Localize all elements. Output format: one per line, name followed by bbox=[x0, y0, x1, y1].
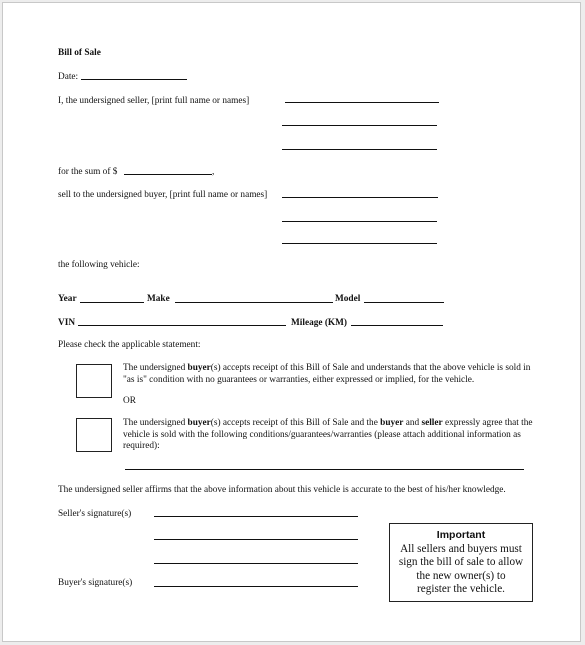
mileage-label: Mileage (KM) bbox=[291, 318, 348, 328]
important-line: sign the bill of sale to allow bbox=[398, 556, 524, 569]
document-title: Bill of Sale bbox=[58, 48, 101, 58]
important-line: All sellers and buyers must bbox=[400, 543, 522, 555]
vin-label: VIN bbox=[58, 318, 76, 328]
buyer-name-field-3[interactable] bbox=[282, 243, 437, 244]
affirmation-text: The undersigned seller affirms that the above information about this vehicle is accurate to the best of his/her knowledge. bbox=[58, 485, 506, 495]
buyer-name-label: sell to the undersigned buyer, [print full name or names] bbox=[58, 190, 268, 200]
vehicle-label: the following vehicle: bbox=[58, 260, 140, 270]
year-field[interactable] bbox=[80, 302, 144, 303]
date-field[interactable] bbox=[81, 79, 187, 80]
seller-signature-label: Seller's signature(s) bbox=[58, 509, 132, 519]
buyer-signature-field-1[interactable] bbox=[154, 563, 358, 564]
conditions-checkbox[interactable] bbox=[76, 418, 112, 452]
seller-signature-field-1[interactable] bbox=[154, 516, 358, 517]
date-label: Date: bbox=[58, 72, 79, 82]
important-heading: Important bbox=[436, 529, 486, 541]
sum-suffix: , bbox=[212, 167, 215, 177]
model-field[interactable] bbox=[364, 302, 444, 303]
or-label: OR bbox=[123, 396, 136, 406]
sum-field[interactable] bbox=[124, 174, 212, 175]
buyer-signature-field-2[interactable] bbox=[154, 586, 358, 587]
seller-name-field-1[interactable] bbox=[285, 102, 439, 103]
seller-signature-field-2[interactable] bbox=[154, 539, 358, 540]
as-is-checkbox[interactable] bbox=[76, 364, 112, 398]
mileage-field[interactable] bbox=[351, 325, 443, 326]
sum-label: for the sum of $ bbox=[58, 167, 118, 177]
buyer-signature-label: Buyer's signature(s) bbox=[58, 578, 133, 588]
year-label: Year bbox=[58, 294, 77, 304]
important-body bbox=[390, 543, 532, 597]
important-line: register the vehicle. bbox=[417, 583, 505, 596]
buyer-name-field-1[interactable] bbox=[282, 197, 438, 198]
as-is-statement: The undersigned buyer(s) accepts receipt of this Bill of Sale and understands that the above vehicle is sold in "as is" condition with no guarantees or warranties, either expressed or implied, for the vehicle. bbox=[123, 363, 531, 385]
make-label: Make bbox=[147, 294, 170, 304]
check-instruction: Please check the applicable statement: bbox=[58, 340, 201, 350]
seller-name-field-3[interactable] bbox=[282, 149, 437, 150]
conditions-field[interactable] bbox=[125, 469, 524, 470]
important-line: the new owner(s) to bbox=[416, 569, 506, 582]
buyer-name-field-2[interactable] bbox=[282, 221, 437, 222]
vin-field[interactable] bbox=[78, 325, 286, 326]
important-notice-box bbox=[389, 523, 533, 602]
model-label: Model bbox=[335, 294, 361, 304]
bill-of-sale-page bbox=[2, 2, 581, 642]
conditions-statement: The undersigned buyer(s) accepts receipt of this Bill of Sale and the buyer and seller expressly agree that the vehicle is sold with the following conditions/guarantees/warranties (please attach additional information as required): bbox=[123, 418, 533, 451]
make-field[interactable] bbox=[175, 302, 333, 303]
seller-name-label: I, the undersigned seller, [print full name or names] bbox=[58, 96, 250, 106]
seller-name-field-2[interactable] bbox=[282, 125, 437, 126]
